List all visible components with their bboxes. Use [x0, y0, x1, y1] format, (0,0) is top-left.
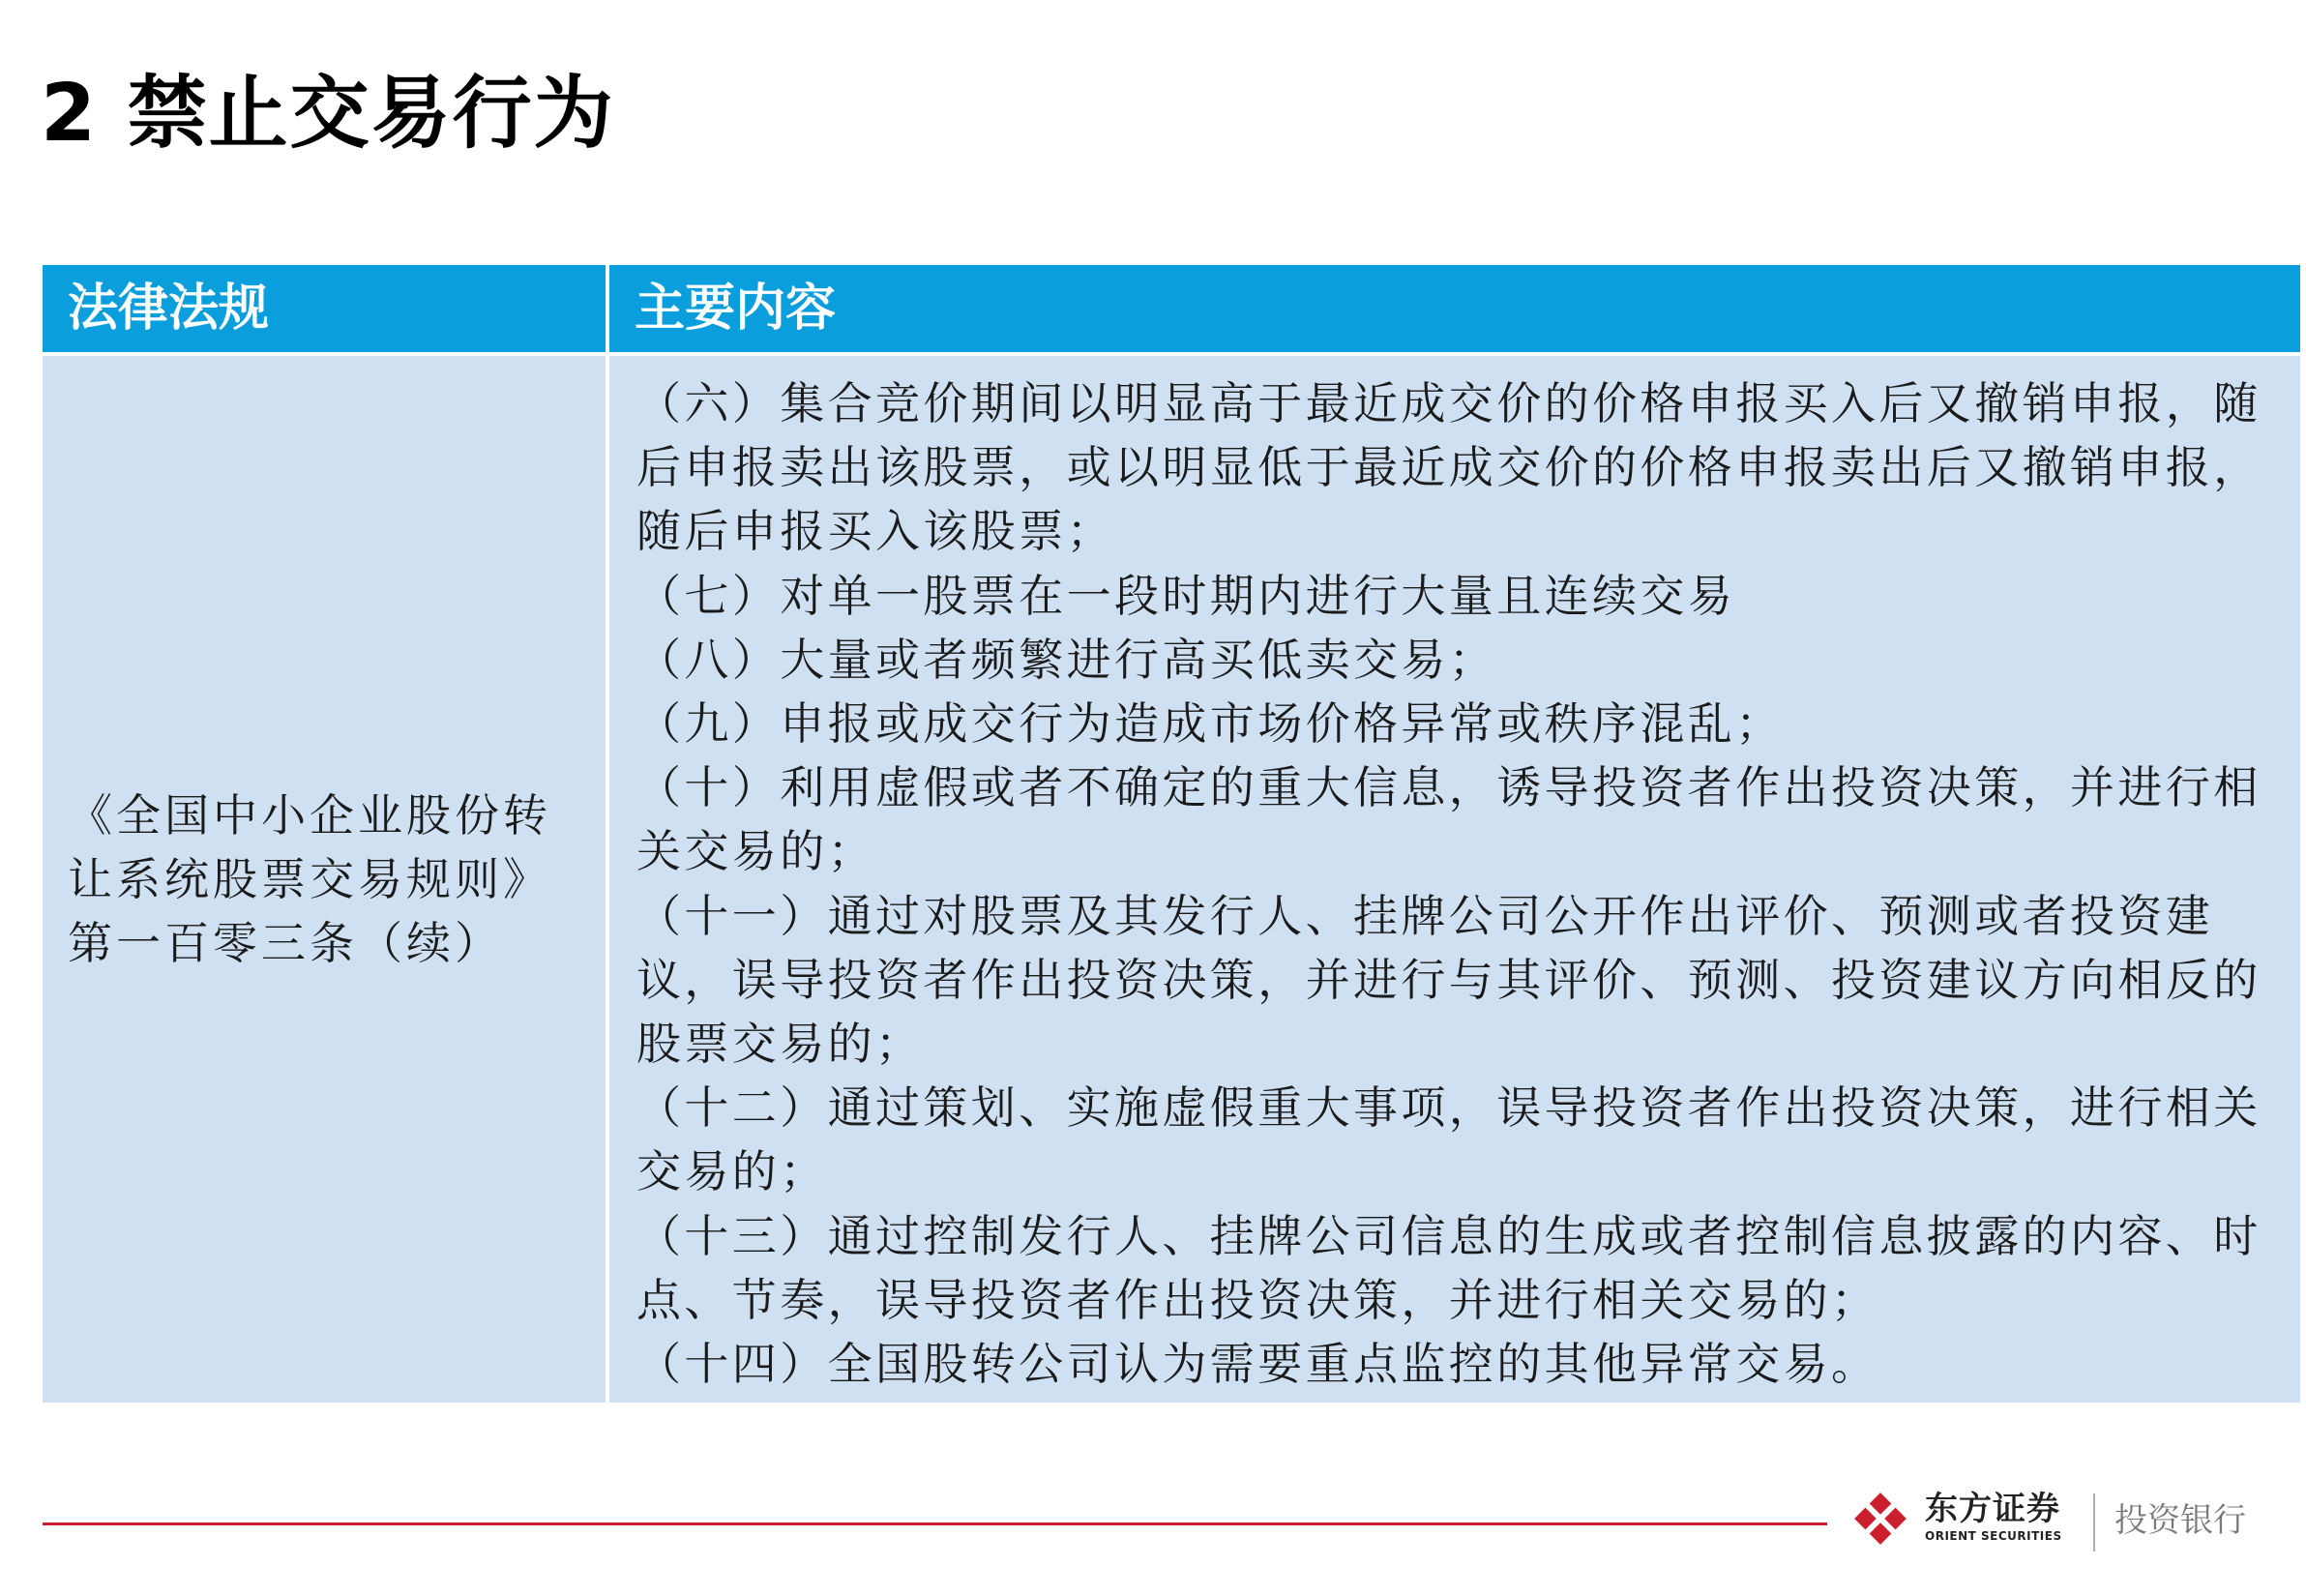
law-name-cell: [43, 356, 606, 1403]
brand-logo: [1925, 1490, 2062, 1544]
clause-11: （十一）通过对股票及其发行人、挂牌公司公开作出评价、预测或者投资建议，误导投资者作出投资决策，并进行与其评价、预测、投资建议方向相反的股票交易的；: [636, 889, 2262, 1071]
column-header-content: 主要内容: [609, 265, 2300, 352]
department-label: 投资银行: [2114, 1501, 2246, 1540]
clause-14: （十四）全国股转公司认为需要重点监控的其他异常交易。: [636, 1338, 1879, 1391]
footer-vertical-divider: [2093, 1493, 2095, 1552]
orient-securities-logo-icon: [1851, 1490, 1909, 1548]
clause-13: （十三）通过控制发行人、挂牌公司信息的生成或者控制信息披露的内容、时点、节奏，误导投资者作出投资决策，并进行相关交易的；: [636, 1209, 2262, 1326]
rules-table: [43, 265, 2300, 1403]
clause-12: （十二）通过策划、实施虚假重大事项，误导投资者作出投资决策，进行相关交易的；: [636, 1081, 2262, 1198]
footer-divider-line: [43, 1522, 1827, 1525]
clause-10: （十）利用虚假或者不确定的重大信息，诱导投资者作出投资决策，并进行相关交易的；: [636, 761, 2262, 878]
clause-8: （八）大量或者频繁进行高买低卖交易；: [636, 633, 1497, 686]
clause-6: （六）集合竞价期间以明显高于最近成交价的价格申报买入后又撤销申报，随后申报卖出该股票，或以明显低于最近成交价的价格申报卖出后又撤销申报，随后申报买入该股票；: [636, 377, 2262, 558]
page-title: 2 禁止交易行为: [41, 68, 615, 160]
brand-name-cn: 东方证券: [1925, 1490, 2060, 1528]
column-header-law: 法律法规: [43, 265, 606, 352]
law-name: 《全国中小企业股份转让系统股票交易规则》第一百零三条（续）: [68, 789, 551, 969]
brand-name-en: ORIENT SECURITIES: [1925, 1529, 2062, 1543]
content-cell: [609, 356, 2300, 1403]
clause-7: （七）对单一股票在一段时期内进行大量且连续交易: [636, 569, 1736, 622]
clause-9: （九）申报或成交行为造成市场价格异常或秩序混乱；: [636, 697, 1784, 751]
